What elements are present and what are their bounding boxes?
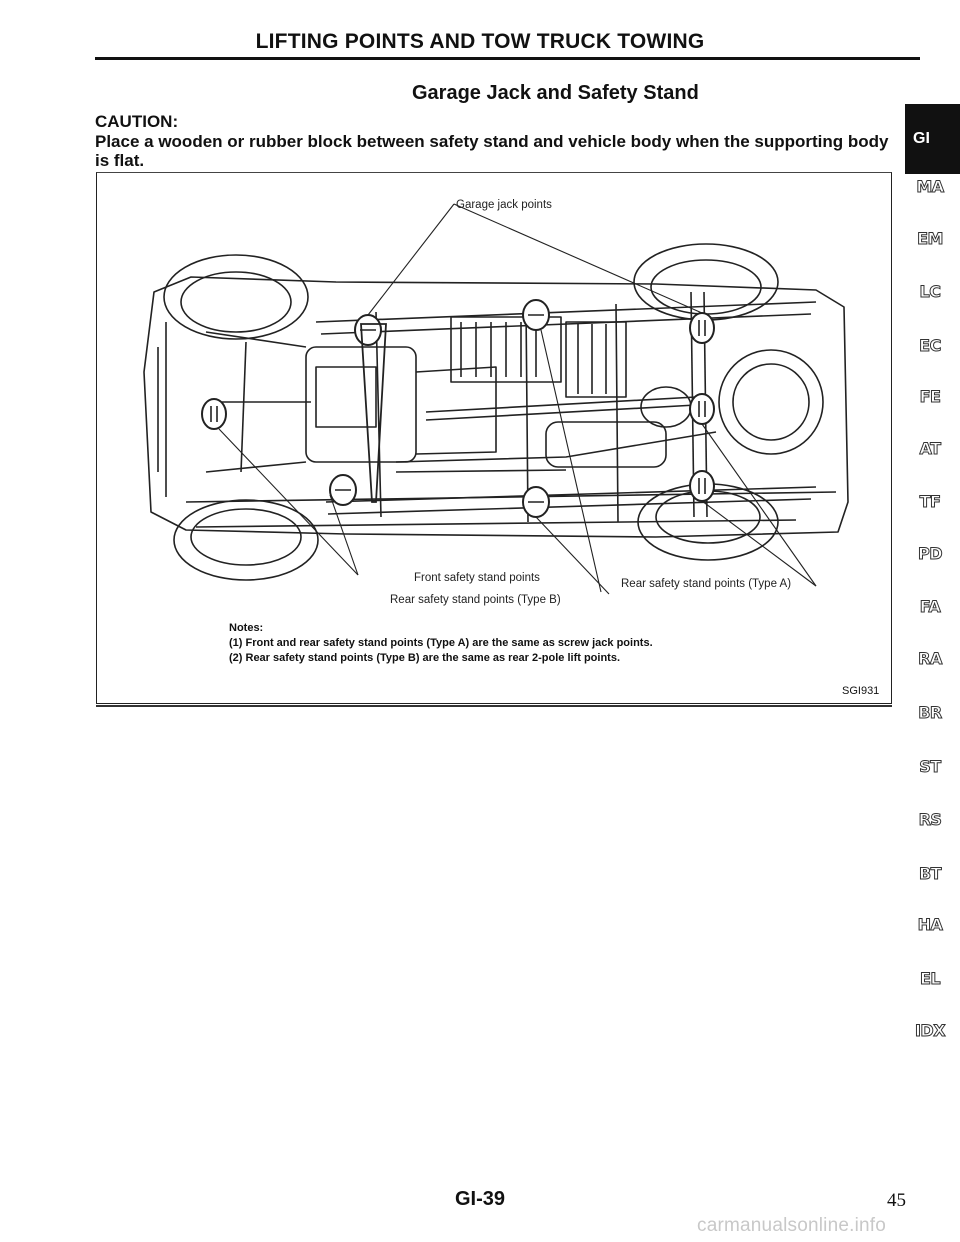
- side-tab-lc[interactable]: LC: [919, 282, 941, 301]
- figure-code: SGI931: [842, 685, 880, 697]
- side-tab-tf[interactable]: TF: [919, 492, 941, 511]
- page-code: GI-39: [454, 1188, 506, 1210]
- side-tab-at[interactable]: AT: [919, 439, 941, 458]
- side-tab-el[interactable]: EL: [919, 969, 941, 988]
- side-tab-ec[interactable]: EC: [919, 336, 941, 355]
- notes-heading: Notes:: [229, 622, 264, 634]
- figure-notes: [229, 621, 653, 666]
- watermark: carmanualsonline.info: [697, 1215, 887, 1236]
- side-tab-ha[interactable]: HA: [917, 915, 943, 934]
- caution-label: CAUTION:: [95, 112, 179, 131]
- side-tab-ra[interactable]: RA: [918, 649, 942, 668]
- label-front-safety-stand-points: Front safety stand points: [414, 572, 540, 584]
- figure-bottom-rule: [96, 705, 892, 707]
- page-header-title: LIFTING POINTS AND TOW TRUCK TOWING: [255, 30, 705, 53]
- side-tab-pd[interactable]: PD: [917, 544, 942, 563]
- side-tab-fe[interactable]: FE: [919, 387, 941, 406]
- side-tab-ma[interactable]: MA: [916, 177, 944, 196]
- side-tab-em[interactable]: EM: [917, 229, 943, 248]
- side-tab-fa[interactable]: FA: [919, 597, 941, 616]
- side-tab-idx[interactable]: IDX: [914, 1021, 946, 1040]
- label-rear-safety-stand-points-type-b: Rear safety stand points (Type B): [390, 594, 561, 606]
- side-tab-br[interactable]: BR: [918, 703, 942, 722]
- label-garage-jack-points: Garage jack points: [456, 199, 552, 211]
- note-1: (1) Front and rear safety stand points (Type A) are the same as screw jack points.: [229, 637, 653, 649]
- side-tab-gi-active[interactable]: GI: [905, 104, 960, 174]
- header-rule: [95, 57, 920, 60]
- section-title: Garage Jack and Safety Stand: [412, 82, 699, 104]
- side-tab-bt[interactable]: BT: [918, 864, 942, 883]
- label-rear-safety-stand-points-type-a: Rear safety stand points (Type A): [621, 578, 792, 590]
- caution-text: Place a wooden or rubber block between safety stand and vehicle body when the supporting body is flat.: [95, 132, 889, 170]
- side-tab-st[interactable]: ST: [919, 757, 941, 776]
- side-tab-rs[interactable]: RS: [918, 810, 942, 829]
- note-2: (2) Rear safety stand points (Type B) are the same as rear 2-pole lift points.: [229, 652, 621, 664]
- page-number: 45: [887, 1190, 906, 1211]
